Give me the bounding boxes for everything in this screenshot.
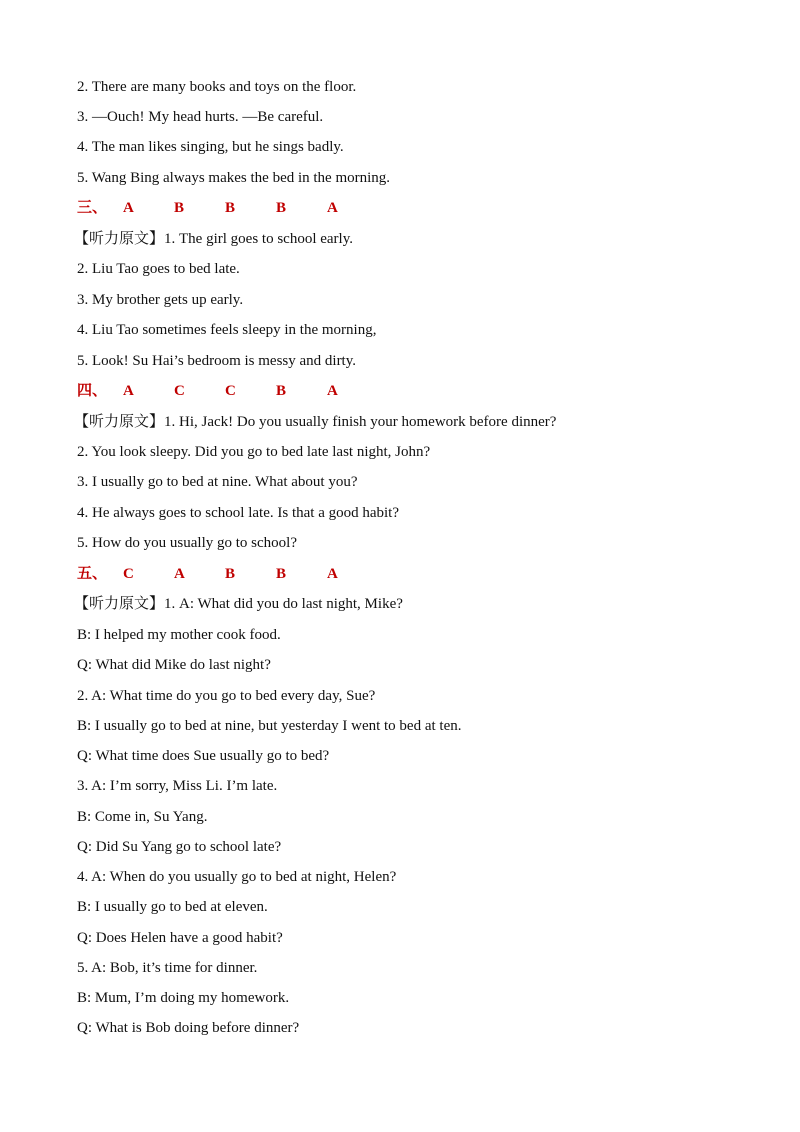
transcript-line: B: I helped my mother cook food. — [77, 627, 281, 643]
answer-letter: C — [123, 566, 134, 582]
answer-letter: A — [327, 200, 338, 216]
text-line: 3. —Ouch! My head hurts. —Be careful. — [77, 109, 324, 125]
transcript-line: 3. I usually go to bed at nine. What about you? — [77, 474, 358, 490]
transcript-line: B: Mum, I’m doing my homework. — [77, 990, 290, 1006]
transcript-line: 5. A: Bob, it’s time for dinner. — [77, 960, 258, 976]
transcript-line: 2. A: What time do you go to bed every day, Sue? — [77, 688, 376, 704]
transcript-line: B: I usually go to bed at nine, but yesterday I went to bed at ten. — [77, 718, 462, 734]
answer-letter: B — [174, 200, 185, 216]
text-line: 4. The man likes singing, but he sings badly. — [77, 139, 344, 155]
transcript-line: Q: What time does Sue usually go to bed? — [77, 748, 330, 764]
transcript-line: 4. Liu Tao sometimes feels sleepy in the morning, — [77, 322, 377, 338]
transcript-line: 3. A: I’m sorry, Miss Li. I’m late. — [77, 778, 278, 794]
answer-letter: A — [123, 200, 134, 216]
section-heading: 五、 — [77, 566, 108, 582]
transcript-line: 3. My brother gets up early. — [77, 292, 244, 308]
transcript-line: 4. A: When do you usually go to bed at night, Helen? — [77, 869, 397, 885]
transcript-line: 4. He always goes to school late. Is that a good habit? — [77, 505, 400, 521]
transcript-line — [74, 228, 353, 250]
answer-letter: A — [174, 566, 185, 582]
transcript-line — [74, 593, 403, 615]
text-line: 5. Wang Bing always makes the bed in the morning. — [77, 170, 391, 186]
answer-letter: A — [327, 383, 338, 399]
answer-letter: B — [276, 383, 287, 399]
answer-letter: C — [174, 383, 185, 399]
answer-key-section-3 — [77, 197, 378, 219]
transcript-line: 2. You look sleepy. Did you go to bed late last night, John? — [77, 444, 431, 460]
transcript-line: B: Come in, Su Yang. — [77, 809, 208, 825]
transcript-tag: 【听力原文】 — [74, 596, 165, 612]
transcript-line: 2. Liu Tao goes to bed late. — [77, 261, 240, 277]
transcript-line: Q: What is Bob doing before dinner? — [77, 1020, 300, 1036]
answer-letter: A — [123, 383, 134, 399]
answer-letter: B — [225, 566, 236, 582]
answer-key-section-5 — [77, 563, 378, 585]
transcript-text: 1. Hi, Jack! Do you usually finish your homework before dinner? — [164, 414, 557, 430]
transcript-line: 5. Look! Su Hai’s bedroom is messy and dirty. — [77, 353, 357, 369]
text-line: 2. There are many books and toys on the floor. — [77, 79, 357, 95]
answer-letter: B — [276, 566, 287, 582]
section-heading: 四、 — [77, 383, 108, 399]
transcript-line: Q: What did Mike do last night? — [77, 657, 271, 673]
answer-letter: C — [225, 383, 236, 399]
transcript-line: Q: Did Su Yang go to school late? — [77, 839, 282, 855]
transcript-text: 1. The girl goes to school early. — [164, 231, 353, 247]
answer-key-section-4 — [77, 380, 378, 402]
transcript-line: Q: Does Helen have a good habit? — [77, 930, 283, 946]
answer-letter: B — [276, 200, 287, 216]
transcript-line: B: I usually go to bed at eleven. — [77, 899, 268, 915]
transcript-line: 5. How do you usually go to school? — [77, 535, 297, 551]
answer-letter: A — [327, 566, 338, 582]
transcript-line — [74, 411, 557, 433]
answer-letter: B — [225, 200, 236, 216]
transcript-tag: 【听力原文】 — [74, 231, 165, 247]
transcript-tag: 【听力原文】 — [74, 414, 165, 430]
transcript-text: 1. A: What did you do last night, Mike? — [164, 596, 403, 612]
section-heading: 三、 — [77, 200, 108, 216]
